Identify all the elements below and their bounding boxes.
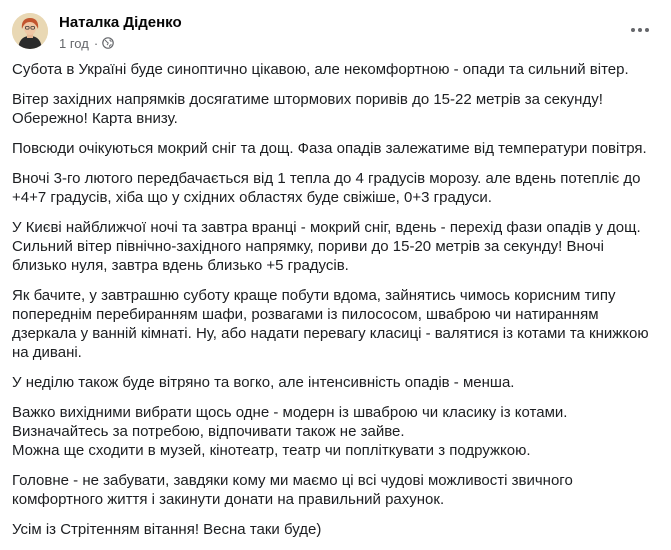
meta-separator: · — [93, 35, 99, 51]
post-paragraph: Важко вихідними вибрати щось одне - модерн із шваброю чи класику із котами. Визначайтесь за потребою, відпочивати також не зайве. Можна ще сходити в музей, кінотеатр, театр чи попліткувати з подружкою. — [12, 404, 568, 459]
post-header — [0, 0, 671, 56]
post-timestamp[interactable]: 1 год — [59, 35, 89, 51]
more-horizontal-icon — [630, 27, 650, 33]
post-paragraph: Усім із Стрітенням вітання! Весна таки буде) — [12, 521, 322, 538]
post-paragraph: Вночі 3-го лютого передбачається від 1 тепла до 4 градусів морозу. але вдень потепліє до +4+7 градусів, хіба що у східних областях буде свіжіше, 0+3 градуси. — [12, 170, 641, 206]
more-options-button[interactable] — [624, 18, 656, 42]
post-paragraph: Вітер західних напрямків досягатиме штормових поривів до 15-22 метрів за секунду! Обережно! Карта внизу. — [12, 91, 603, 127]
author-name[interactable]: Наталка Діденко — [59, 14, 182, 31]
post-paragraph: Головне - не забувати, завдяки кому ми маємо ці всі чудові можливості звичного комфортного життя і закинути донати на правильний рахунок. — [12, 472, 573, 508]
post-meta — [59, 35, 114, 51]
profile-photo-icon — [12, 13, 48, 49]
globe-icon[interactable] — [102, 37, 114, 49]
post-paragraph: Субота в Україні буде синоптично цікавою, але некомфортною - опади та сильний вітер. — [12, 61, 629, 78]
post-paragraph: Повсюди очікуються мокрий сніг та дощ. Фаза опадів залежатиме від температури повітря. — [12, 140, 647, 157]
post-text — [12, 60, 652, 550]
author-avatar[interactable] — [12, 13, 48, 49]
post-paragraph: У Києві найближчої ночі та завтра вранці - мокрий сніг, вдень - перехід фази опадів у дощ. Сильний вітер північно-західного напрямку, пориви до 15-20 метрів за секунду! Вночі близько нуля, завтра вдень близько +5 градусів. — [12, 219, 641, 274]
post-paragraph: Як бачите, у завтрашню суботу краще побути вдома, зайнятись чимось корисним типу попереднім перебиранням шафи, розвагами із пилососом, шваброю чи натиранням дзеркала у ванній кімнаті. Ну, або надати перевагу класиці - валятися із котами та книжкою на дивані. — [12, 287, 649, 361]
post-paragraph: У неділю також буде вітряно та вогко, але інтенсивність опадів - менша. — [12, 374, 515, 391]
